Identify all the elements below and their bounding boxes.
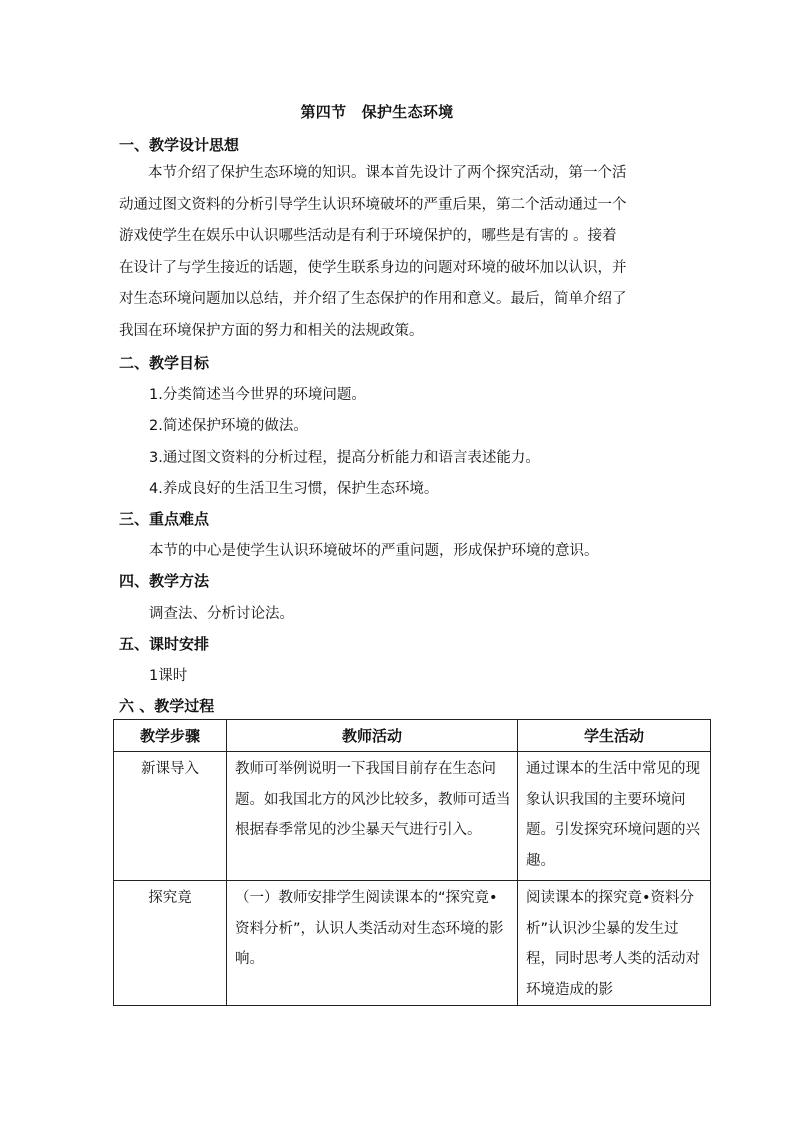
student-cell: 通过课本的生活中常见的现象认识我国的主要环境问题。引发探究环境问题的兴趣。: [518, 752, 711, 881]
section-heading-methods: 四、教学方法: [119, 572, 210, 590]
goal-item: 4.养成良好的生活卫生习惯，保护生态环境。: [149, 481, 439, 497]
paragraph-line: 对生态环境问题加以总结，并介绍了生态保护的作用和意义。最后，简单介绍了: [119, 291, 627, 308]
paragraph-line: 游戏使学生在娱乐中认识哪些活动是有利于环境保护的，哪些是有害的 。接着: [119, 228, 617, 245]
paragraph-line: 动通过图文资料的分析引导学生认识环境破坏的严重后果，第二个活动通过一个: [119, 196, 627, 213]
section-heading-keypoints: 三、重点难点: [119, 510, 210, 528]
column-header-teacher: 教师活动: [227, 720, 518, 752]
page-title: 第四节 保护生态环境: [300, 103, 454, 121]
paragraph-line: 我国在环境保护方面的努力和相关的法规政策。: [119, 322, 424, 339]
paragraph-line: 在设计了与学生接近的话题，使学生联系身边的问题对环境的破坏加以认识，并: [119, 259, 627, 276]
keypoints-text: 本节的中心是使学生认识环境破坏的严重问题，形成保护环境的意识。: [149, 543, 599, 559]
table-row: [114, 752, 711, 881]
section-heading-design: 一、教学设计思想: [119, 136, 240, 154]
student-cell-text: 阅读课本的探究竟•资料分析”认识沙尘暴的发生过程，同时思考人类的活动对环境造成的影: [526, 890, 700, 998]
teacher-cell: （一）教师安排学生阅读课本的“探究竟•资料分析”，认识人类活动对生态环境的影响。: [227, 881, 518, 1006]
design-paragraph: [119, 158, 675, 348]
process-table: [113, 719, 711, 1006]
goal-item: 1.分类简述当今世界的环境问题。: [149, 387, 366, 403]
column-header-step: 教学步骤: [114, 720, 227, 752]
schedule-text: 1课时: [149, 668, 188, 684]
teacher-cell: 教师可举例说明一下我国目前存在生态问题。如我国北方的风沙比较多，教师可适当根据春季常见的沙尘暴天气进行引入。: [227, 752, 518, 881]
column-header-student: 学生活动: [518, 720, 711, 752]
student-cell: [518, 881, 711, 1006]
step-cell: 新课导入: [114, 752, 227, 881]
goal-item: 3.通过图文资料的分析过程，提高分析能力和语言表述能力。: [149, 450, 540, 466]
methods-text: 调查法、分析讨论法。: [149, 606, 294, 622]
paragraph-line: 本节介绍了保护生态环境的知识。课本首先设计了两个探究活动，第一个活: [148, 165, 627, 181]
table-header-row: [114, 720, 711, 752]
section-heading-process: 六 、教学过程: [119, 697, 215, 715]
table-row: [114, 881, 711, 1006]
step-cell: 探究竟: [114, 881, 227, 1006]
goal-item: 2.简述保护环境的做法。: [149, 418, 308, 434]
section-heading-schedule: 五、课时安排: [119, 635, 210, 653]
section-heading-goals: 二、教学目标: [119, 354, 210, 372]
